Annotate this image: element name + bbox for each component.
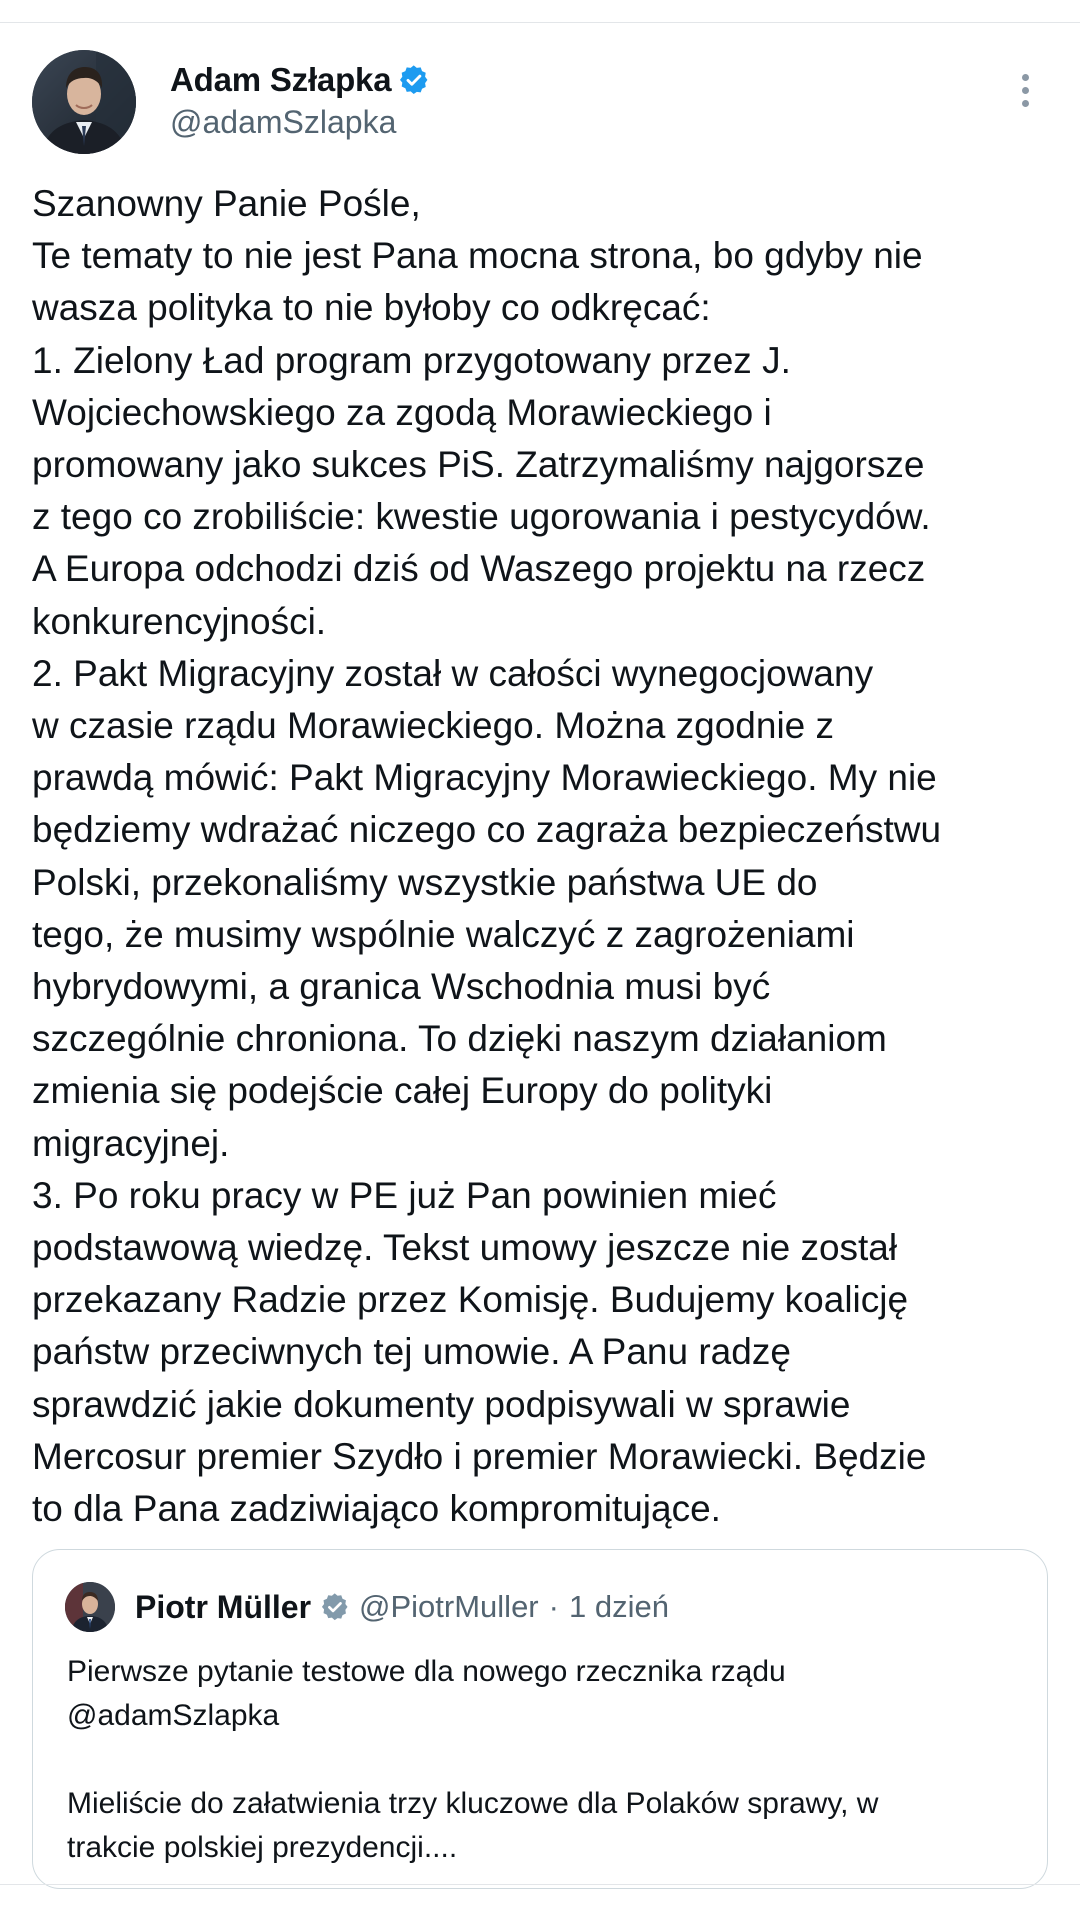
bottom-divider	[0, 1884, 1080, 1885]
tweet-line: promowany jako sukces PiS. Zatrzymaliśmy najgorsze	[32, 444, 925, 486]
author-name-row	[170, 58, 429, 102]
tweet-line: to dla Pana zadziwiająco kompromitujące.	[32, 1488, 721, 1530]
tweet-line: podstawową wiedzę. Tekst umowy jeszcze nie został	[32, 1227, 898, 1269]
tweet-line: zmienia się podejście całej Europy do polityki	[32, 1070, 773, 1112]
quote-separator: ·	[548, 1589, 559, 1624]
tweet-line: Polski, przekonaliśmy wszystkie państwa UE do	[32, 861, 818, 903]
tweet-line: Mercosur premier Szydło i premier Morawiecki. Będzie	[32, 1435, 927, 1477]
tweet-line: przekazany Radzie przez Komisję. Budujemy koalicję	[32, 1279, 909, 1321]
quote-line: Mieliście do załatwienia trzy kluczowe dla Polaków sprawy, w	[67, 1787, 879, 1820]
quote-author-handle[interactable]: @PiotrMuller	[359, 1589, 539, 1624]
tweet-line: konkurencyjności.	[32, 600, 327, 642]
tweet-line: tego, że musimy wspólnie walczyć z zagrożeniami	[32, 913, 855, 955]
quote-avatar-image	[65, 1582, 115, 1632]
top-divider	[0, 22, 1080, 23]
tweet-line: z tego co zrobiliście: kwestie ugorowania i pestycydów.	[32, 496, 931, 538]
quote-paragraph-gap	[67, 1738, 1007, 1782]
author-block	[170, 58, 429, 141]
quote-text	[67, 1650, 1007, 1870]
verified-badge-icon[interactable]	[399, 65, 429, 95]
tweet-line: będziemy wdrażać niczego co zagraża bezpieczeństwu	[32, 809, 942, 851]
author-name[interactable]: Adam Szłapka	[170, 61, 392, 98]
author-avatar-image	[32, 50, 136, 154]
quoted-tweet-card[interactable]	[32, 1549, 1048, 1889]
more-dot-icon	[1022, 87, 1029, 94]
author-handle[interactable]: @adamSzlapka	[170, 104, 397, 140]
tweet-line: 1. Zielony Ład program przygotowany przez J.	[32, 339, 791, 381]
tweet-line: A Europa odchodzi dziś od Waszego projektu na rzecz	[32, 548, 926, 590]
quote-line: Pierwsze pytanie testowe dla nowego rzecznika rządu	[67, 1655, 786, 1688]
tweet-line: migracyjnej.	[32, 1122, 230, 1164]
tweet-line: państw przeciwnych tej umowie. A Panu radzę	[32, 1331, 791, 1373]
tweet-line: w czasie rządu Morawieckiego. Można zgodnie z	[32, 705, 835, 747]
tweet-line: Te tematy to nie jest Pana mocna strona, bo gdyby nie	[32, 235, 923, 277]
more-dot-icon	[1022, 100, 1029, 107]
quote-author-name[interactable]: Piotr Müller	[135, 1588, 312, 1625]
tweet-line: Szanowny Panie Pośle,	[32, 183, 421, 224]
tweet-text	[32, 178, 1052, 1535]
quote-line: trakcie polskiej prezydencji....	[67, 1831, 458, 1864]
quote-header	[65, 1582, 669, 1632]
tweet-line: hybrydowymi, a granica Wschodnia musi być	[32, 966, 771, 1008]
author-avatar[interactable]	[32, 50, 136, 154]
quote-timestamp[interactable]: 1 dzień	[568, 1589, 669, 1624]
more-options-button[interactable]	[1008, 68, 1042, 112]
quote-mention[interactable]: @adamSzlapka	[67, 1699, 280, 1732]
tweet-line: sprawdzić jakie dokumenty podpisywali w sprawie	[32, 1383, 851, 1425]
tweet-line: wasza polityka to nie byłoby co odkręcać:	[32, 287, 711, 329]
tweet-header	[32, 50, 1042, 156]
tweet-line: szczególnie chroniona. To dzięki naszym działaniom	[32, 1018, 887, 1060]
more-dot-icon	[1022, 74, 1029, 81]
tweet-line: 2. Pakt Migracyjny został w całości wynegocjowany	[32, 652, 874, 694]
quote-author-avatar[interactable]	[65, 1582, 115, 1632]
tweet-line: prawdą mówić: Pakt Migracyjny Morawieckiego. My nie	[32, 757, 937, 799]
quote-verified-badge-icon	[321, 1593, 349, 1621]
tweet-line: Wojciechowskiego za zgodą Morawieckiego i	[32, 391, 772, 433]
tweet-line: 3. Po roku pracy w PE już Pan powinien mieć	[32, 1174, 777, 1216]
